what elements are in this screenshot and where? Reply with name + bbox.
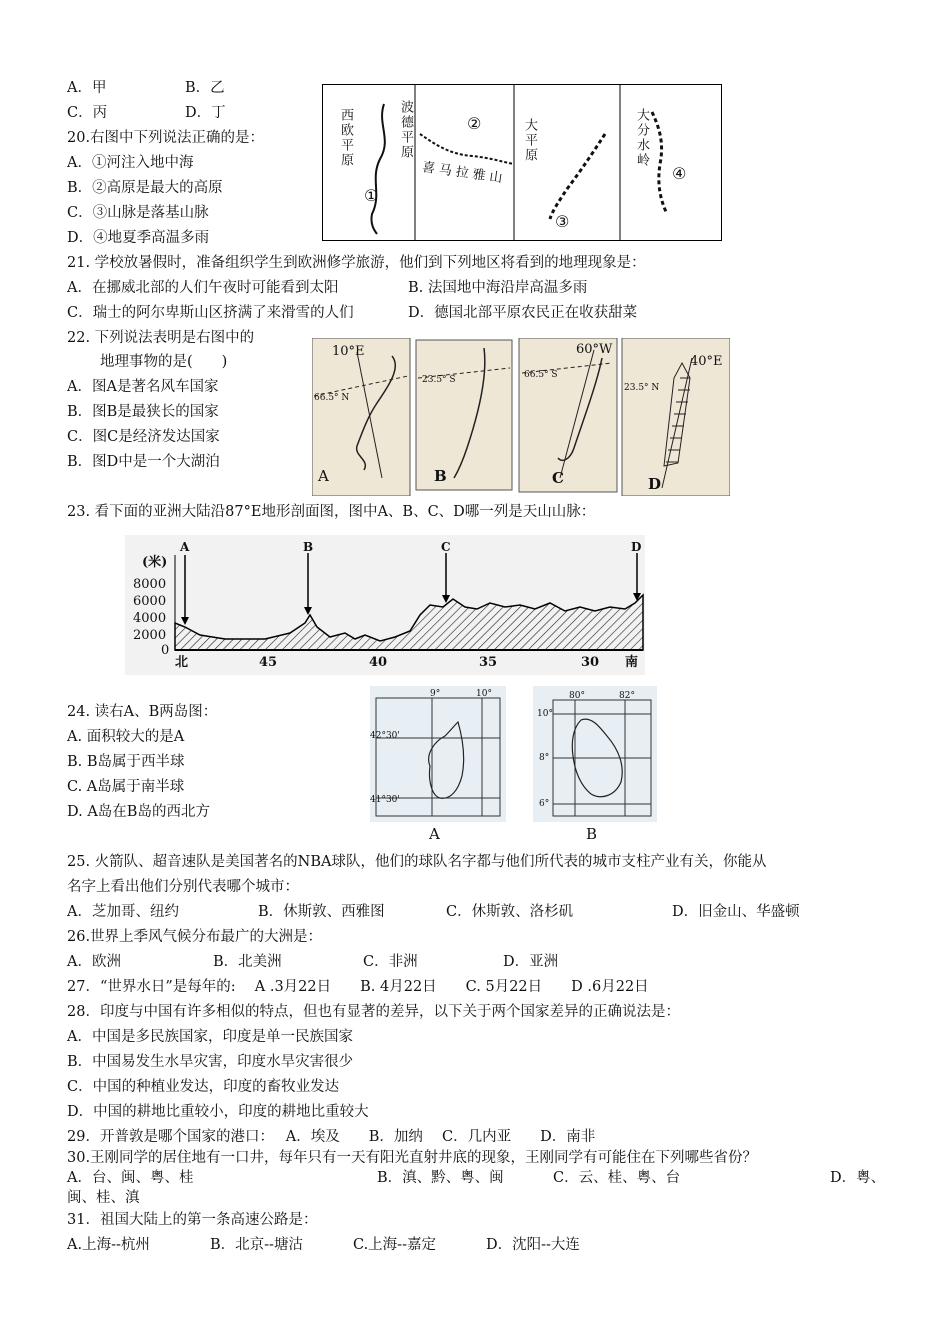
q22-fig-a-lon: 10°E bbox=[332, 344, 365, 359]
q20-fig-label-plain1: 西欧平原 bbox=[338, 108, 353, 168]
q24-option-a: A. 面积较大的是A bbox=[67, 729, 185, 745]
q24-b-lat-10: 10° bbox=[537, 709, 553, 719]
q23-profile-figure bbox=[125, 535, 645, 675]
q28-option-c: C．中国的种植业发达，印度的畜牧业发达 bbox=[67, 1079, 340, 1095]
q23-xtick-north: 北 bbox=[175, 655, 189, 670]
q22-option-a: A．图A是著名风车国家 bbox=[67, 379, 219, 395]
q24-a-lat-41: 41°30' bbox=[370, 795, 400, 805]
q23-xtick-south: 南 bbox=[625, 655, 639, 670]
q20-fig-label-divide: 大分水岭 bbox=[634, 108, 649, 168]
q20-fig-label-himalaya: 喜马拉雅山 bbox=[421, 160, 508, 187]
q21-option-b: B. 法国地中海沿岸高温多雨 bbox=[408, 280, 588, 296]
q23-xtick-40: 40 bbox=[369, 655, 388, 670]
q25-option-d: D．旧金山、华盛顿 bbox=[672, 904, 800, 920]
q31-stem: 31．祖国大陆上的第一条高速公路是： bbox=[67, 1212, 318, 1228]
q23-marker-b: B bbox=[303, 540, 314, 554]
q31-option-c: C.上海--嘉定 bbox=[353, 1237, 436, 1253]
q23-ytick-8000: 8000 bbox=[133, 577, 167, 592]
q20-fig-num-1: ① bbox=[364, 186, 379, 205]
q26-option-a: A．欧洲 bbox=[67, 954, 121, 970]
q26-stem: 26.世界上季风气候分布最广的大洲是： bbox=[67, 929, 323, 945]
q21-stem: 21. 学校放暑假时，准备组织学生到欧洲修学旅游，他们到下列地区将看到的地理现象是： bbox=[67, 255, 646, 271]
q27-text: 27．“世界水日”是每年的: A .3月22日 B. 4月22日 C. 5月22日 D .6月22日 bbox=[67, 979, 649, 995]
q22-option-d: B．图D中是一个大湖泊 bbox=[67, 454, 220, 470]
q25-option-a: A．芝加哥、纽约 bbox=[67, 904, 179, 920]
q23-marker-a: A bbox=[180, 540, 190, 554]
q26-option-c: C．非洲 bbox=[363, 954, 418, 970]
q24-b-lon-82: 82° bbox=[619, 691, 635, 701]
q22-figure bbox=[312, 338, 730, 496]
q20-figure bbox=[322, 84, 722, 241]
q22-fig-a-tag: A bbox=[318, 467, 329, 485]
q26-option-b: B．北美洲 bbox=[213, 954, 282, 970]
q20-option-a: A．①河注入地中海 bbox=[67, 155, 194, 171]
q25-stem: 25. 火箭队、超音速队是美国著名的NBA球队，他们的球队名字都与他们所代表的城市支柱产业有关，你能从 bbox=[67, 854, 767, 870]
q20-fig-num-4: ④ bbox=[672, 164, 687, 183]
q31-option-b: B．北京--塘沽 bbox=[210, 1237, 303, 1253]
q24-option-d: D. A岛在B岛的西北方 bbox=[67, 804, 210, 820]
q30-stem: 30.王刚同学的居住地有一口井，每年只有一天有阳光直射井底的现象，王刚同学有可能住在下列哪些省份？ bbox=[67, 1150, 758, 1166]
q24-b-lon-80: 80° bbox=[569, 691, 585, 701]
q24-a-lon-10: 10° bbox=[476, 689, 492, 699]
q24-b-lat-6: 6° bbox=[539, 799, 550, 809]
q22-option-b: B．图B是最狭长的国家 bbox=[67, 404, 219, 420]
q23-ytick-4000: 4000 bbox=[133, 611, 167, 626]
q23-marker-d: D bbox=[631, 540, 642, 554]
q22-fig-c-lon: 60°W bbox=[576, 342, 613, 357]
q23-ytick-6000: 6000 bbox=[133, 594, 167, 609]
q24-a-lat-42: 42°30' bbox=[370, 731, 400, 741]
q28-option-d: D．中国的耕地比重较小，印度的耕地比重较大 bbox=[67, 1104, 369, 1120]
q28-option-b: B．中国易发生水旱灾害，印度水旱灾害很少 bbox=[67, 1054, 354, 1070]
q20-fig-label-plain2: 波德平原 bbox=[398, 100, 413, 160]
q24-stem: 24. 读右A、B两岛图： bbox=[67, 704, 218, 720]
q19-option-d: D．丁 bbox=[185, 105, 226, 121]
q24-a-lon-9: 9° bbox=[430, 689, 441, 699]
q22-fig-b-lat: 23.5° S bbox=[422, 375, 456, 385]
q23-marker-c: C bbox=[441, 540, 451, 554]
q22-fig-c-lat: 66.5° S bbox=[524, 370, 558, 380]
q30-option-d: D．粤、 bbox=[830, 1170, 886, 1186]
q25-option-c: C．休斯敦、洛杉矶 bbox=[446, 904, 574, 920]
q21-option-a: A．在挪威北部的人们午夜时可能看到太阳 bbox=[67, 280, 339, 296]
q24-option-c: C. A岛属于南半球 bbox=[67, 779, 185, 795]
q20-fig-num-2: ② bbox=[467, 114, 482, 133]
q22-fig-d-lon: 40°E bbox=[690, 354, 723, 369]
q20-stem: 20.右图中下列说法正确的是： bbox=[67, 130, 265, 146]
q23-unit: (米) bbox=[142, 555, 168, 570]
q19-option-c: C．丙 bbox=[67, 105, 108, 121]
q30-option-a: A．台、闽、粤、桂 bbox=[67, 1170, 194, 1186]
q20-option-d: D．④地夏季高温多雨 bbox=[67, 230, 210, 246]
q24-island-b-map bbox=[533, 686, 657, 822]
q21-option-c: C．瑞士的阿尔卑斯山区挤满了来滑雪的人们 bbox=[67, 305, 354, 321]
q24-option-b: B. B岛属于西半球 bbox=[67, 754, 185, 770]
q24-island-a-map bbox=[370, 686, 506, 822]
q23-stem: 23. 看下面的亚洲大陆沿87°E地形剖面图，图中A、B、C、D哪一列是天山山脉： bbox=[67, 504, 596, 520]
q22-fig-d-lat: 23.5° N bbox=[624, 383, 660, 393]
q20-fig-num-3: ③ bbox=[555, 212, 570, 231]
q19-option-a: A．甲 bbox=[67, 80, 107, 96]
q23-ytick-0: 0 bbox=[161, 643, 170, 658]
q23-xtick-45: 45 bbox=[259, 655, 278, 670]
q31-option-d: D．沈阳--大连 bbox=[486, 1237, 580, 1253]
q22-option-c: C．图C是经济发达国家 bbox=[67, 429, 220, 445]
q22-fig-a-lat: 66.5° N bbox=[314, 393, 350, 403]
q23-ytick-2000: 2000 bbox=[133, 628, 167, 643]
q22-fig-d-tag: D bbox=[648, 475, 662, 493]
q19-option-b: B．乙 bbox=[185, 80, 225, 96]
q23-xtick-30: 30 bbox=[581, 655, 600, 670]
q20-option-b: B．②高原是最大的高原 bbox=[67, 180, 223, 196]
q25-stem-2: 名字上看出他们分别代表哪个城市： bbox=[67, 879, 299, 895]
q30-option-c: C．云、桂、粤、台 bbox=[553, 1170, 681, 1186]
q20-option-c: C．③山脉是落基山脉 bbox=[67, 205, 209, 221]
q22-stem-2: 地理事物的是( ) bbox=[100, 354, 228, 370]
q28-option-a: A．中国是多民族国家，印度是单一民族国家 bbox=[67, 1029, 353, 1045]
q30-option-b: B．滇、黔、粤、闽 bbox=[377, 1170, 504, 1186]
q21-option-d: D．德国北部平原农民正在收获甜菜 bbox=[408, 305, 638, 321]
q31-option-a: A.上海--杭州 bbox=[67, 1237, 150, 1253]
q23-xtick-35: 35 bbox=[479, 655, 498, 670]
q22-figure-maps bbox=[312, 338, 730, 496]
q28-stem: 28．印度与中国有许多相似的特点，但也有显著的差异，以下关于两个国家差异的正确说法是： bbox=[67, 1004, 680, 1020]
q24-island-b-tag: B bbox=[586, 825, 598, 843]
q20-fig-label-plain3: 大平原 bbox=[522, 118, 537, 163]
q29-text: 29．开普敦是哪个国家的港口： A．埃及 B．加纳 C．几内亚 D．南非 bbox=[67, 1129, 596, 1145]
q22-fig-c-tag: C bbox=[552, 469, 564, 487]
q25-option-b: B．休斯敦、西雅图 bbox=[258, 904, 385, 920]
q24-b-lat-8: 8° bbox=[539, 753, 550, 763]
q22-stem: 22. 下列说法表明是右图中的 bbox=[67, 330, 255, 346]
q26-option-d: D．亚洲 bbox=[503, 954, 559, 970]
q24-island-a-tag: A bbox=[429, 825, 440, 843]
q30-option-d-cont: 闽、桂、滇 bbox=[67, 1190, 140, 1206]
q22-fig-b-tag: B bbox=[434, 467, 447, 485]
